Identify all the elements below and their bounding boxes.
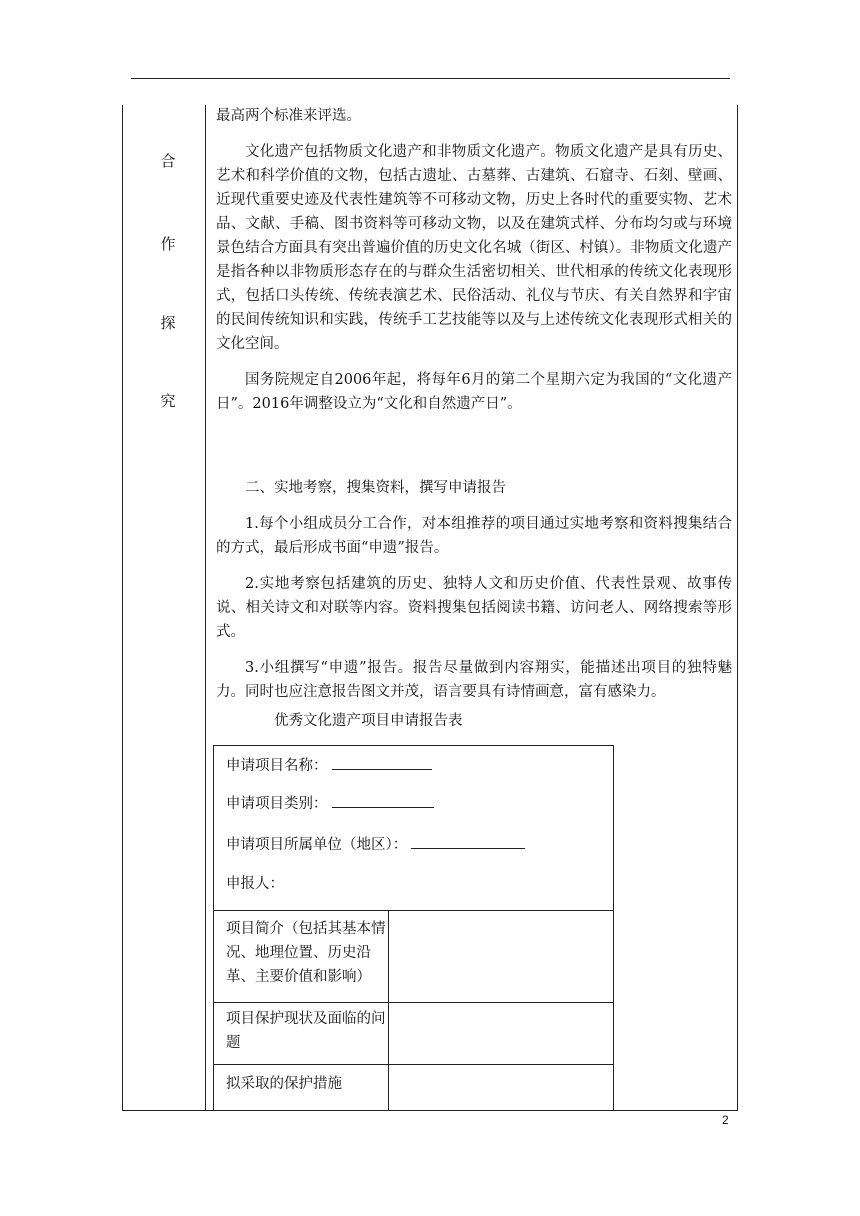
field-project-name-blank[interactable]: [332, 755, 432, 770]
paragraph-step-2: 2.实地考察包括建筑的历史、独特人文和历史价值、代表性景观、故事传说、相关诗文和对联等内容。资料搜集包括阅读书籍、访问老人、网络搜索等形式。: [216, 576, 732, 640]
field-applicant: [226, 872, 284, 893]
field-project-category: [226, 792, 434, 813]
field-project-category-blank[interactable]: [332, 793, 434, 808]
form-cell-intro-label: 项目简介（包括其基本情况、地理位置、历史沿革、主要价值和影响）: [226, 921, 386, 985]
header-rule: [131, 78, 730, 79]
form-cell-intro-value[interactable]: [389, 911, 613, 1002]
field-project-name: [226, 754, 432, 775]
side-label-char-1: 合: [160, 152, 176, 170]
form-cell-measures-value[interactable]: [389, 1065, 613, 1111]
column-divider: [205, 105, 206, 1111]
field-project-name-label: 申请项目名称：: [226, 758, 328, 774]
form-cell-status-value[interactable]: [389, 1003, 613, 1064]
main-content: [216, 104, 732, 704]
paragraph-step-1: 1.每个小组成员分工合作，对本组推荐的项目通过实地考察和资料搜集结合的方式，最后形成书面“申遗”报告。: [216, 516, 732, 556]
section-heading: 二、实地考察，搜集资料，撰写申请报告: [245, 480, 506, 496]
field-applicant-label: 申报人：: [226, 876, 284, 892]
side-label-char-2: 作: [160, 235, 176, 253]
side-label-char-4: 究: [160, 392, 176, 410]
paragraph-heritage-day: 国务院规定自2006年起，将每年6月的第二个星期六定为我国的“文化遗产日”。2016年调整设立为“文化和自然遗产日”。: [216, 372, 732, 412]
form-cell-measures-label: 拟采取的保护措施: [226, 1076, 342, 1092]
field-project-unit-blank[interactable]: [411, 834, 525, 849]
field-project-unit-label: 申请项目所属单位（地区）：: [226, 837, 408, 853]
side-label-char-3: 探: [160, 314, 176, 332]
paragraph-heritage-definition: 文化遗产包括物质文化遗产和非物质文化遗产。物质文化遗产是具有历史、艺术和科学价值的文物，包括古遗址、古墓葬、古建筑、石窟寺、石刻、壁画、近现代重要史迹及代表性建筑等不可移动文物，历史上各时代的重要实物、艺术品、文献、手稿、图书资料等可移动文物，以及在建筑式样、分布均匀或与环境景色结合方面具有突出普遍价值的历史文化名城（街区、村镇）。非物质文化遗产是指各种以非物质形态存在的与群众生活密切相关、世代相承的传统文化表现形式，包括口头传统、传统表演艺术、民俗活动、礼仪与节庆、有关自然界和宇宙的民间传统知识和实践，传统手工艺技能等以及与上述传统文化表现形式相关的文化空间。: [216, 144, 732, 352]
paragraph-step-3: 3.小组撰写“申遗”报告。报告尽量做到内容翔实，能描述出项目的独特魅力。同时也应注意报告图文并茂，语言要具有诗情画意，富有感染力。: [216, 660, 732, 700]
paragraph-continuation: 最高两个标准来评选。: [216, 108, 361, 124]
field-project-unit: [226, 833, 525, 854]
page-number: 2: [722, 1113, 729, 1127]
form-cell-status-label: 项目保护现状及面临的问题: [226, 1011, 386, 1051]
field-project-category-label: 申请项目类别：: [226, 796, 328, 812]
form-title: 优秀文化遗产项目申请报告表: [274, 713, 463, 729]
